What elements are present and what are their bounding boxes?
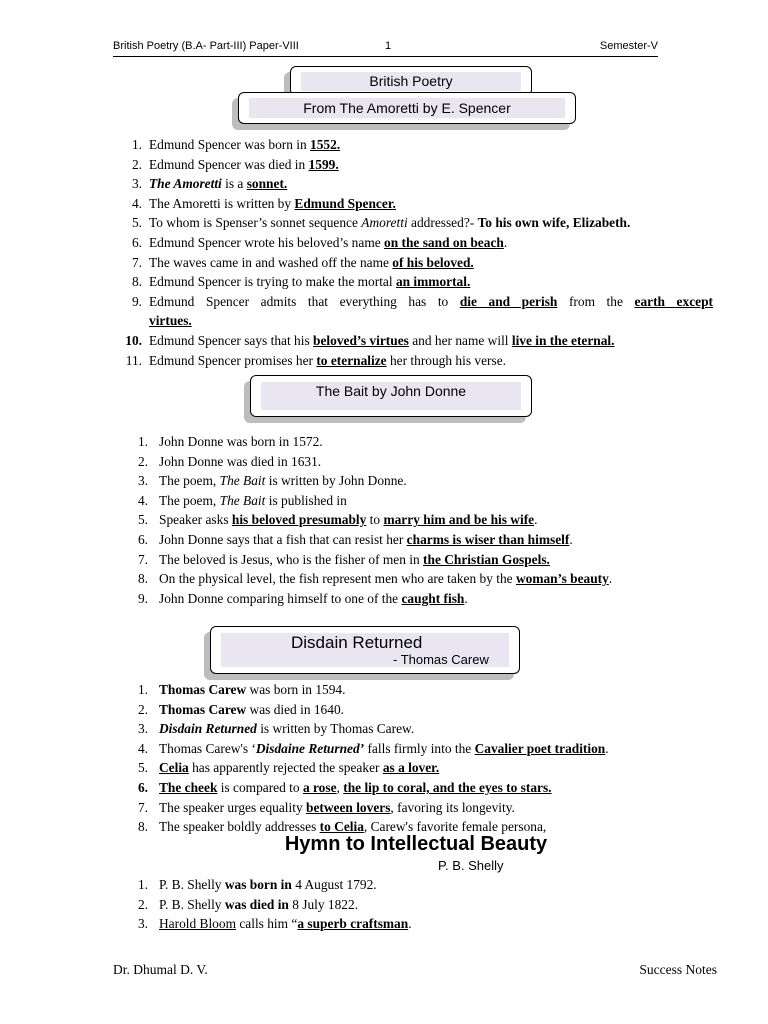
plain-text: John Donne says that a fish that can resist her (159, 531, 407, 547)
item-text (159, 778, 552, 798)
item-text (159, 719, 414, 739)
plain-text: Thomas Carew's ‘ (159, 740, 256, 756)
plain-text: The poem, (159, 473, 220, 489)
item-text (149, 331, 615, 351)
plain-text: . (605, 740, 609, 756)
key-answer: 1552. (310, 137, 341, 152)
item-text (159, 914, 412, 934)
key-answer: a rose (302, 779, 337, 795)
key-answer: earth except (634, 293, 713, 309)
item-number: 2. (137, 453, 148, 469)
key-answer: between lovers (306, 799, 391, 815)
plain-text: and her name will (408, 332, 512, 348)
plain-text: Edmund Spencer was born in (149, 137, 311, 152)
item-text (149, 174, 287, 194)
key-answer: caught fish (401, 590, 465, 606)
italic-text: Amoretti (361, 215, 408, 231)
plain-text: To whom is Spenser’s sonnet sequence (149, 215, 362, 231)
key-answer: to Celia (319, 819, 364, 835)
plain-text: is published in (265, 492, 347, 508)
key-answer: live in the eternal. (511, 332, 615, 348)
item-text (159, 471, 407, 491)
item-number: 8. (137, 571, 148, 587)
plain-text: Edmund Spencer says that his (149, 332, 314, 348)
key-answer: marry him and be his wife (383, 512, 535, 528)
item-text (159, 739, 609, 759)
plain-text: The speaker boldly addresses (159, 819, 320, 835)
title-box-bait (250, 375, 532, 417)
bold-text: Thomas Carew (159, 682, 247, 697)
key-answer: virtues. (149, 313, 192, 329)
item-number: 9. (137, 590, 148, 606)
plain-text: P. B. Shelly (159, 896, 225, 912)
item-text (159, 569, 612, 589)
semester-label: Semester-V (599, 40, 658, 52)
item-number: 3. (137, 473, 148, 489)
item-text (159, 432, 323, 452)
plain-text: is written by Thomas Carew. (256, 721, 415, 737)
key-answer: a superb craftsman (297, 916, 409, 932)
plain-text: to (366, 512, 384, 528)
plain-text: 8 July 1822. (288, 896, 359, 912)
key-answer: Edmund Spencer. (294, 195, 396, 211)
key-answer: sonnet. (246, 176, 288, 192)
key-answer: die and perish (459, 293, 558, 309)
item-number: 6. (131, 234, 142, 250)
plain-text: , (336, 779, 344, 795)
plain-text: P. B. Shelly (159, 877, 225, 892)
item-text (149, 194, 396, 214)
italic-text: The Bait (219, 492, 266, 508)
item-number: 7. (137, 551, 148, 567)
item-text (159, 452, 321, 472)
item-number: 1. (137, 682, 148, 697)
key-answer: of his beloved. (392, 254, 474, 270)
item-number: 5. (131, 215, 142, 231)
plain-text: has apparently rejected the speaker (188, 760, 383, 776)
key-answer: on the sand on beach (384, 234, 504, 250)
plain-text: . (608, 571, 613, 587)
item-text (149, 155, 339, 175)
item-number: 5. (137, 760, 148, 776)
plain-text: addressed?- (407, 215, 478, 231)
item-number: 4. (131, 195, 142, 211)
item-number: 3. (131, 176, 142, 192)
item-text (159, 700, 344, 720)
plain-text: The Amoretti is written by (149, 195, 295, 211)
item-number: 1. (131, 137, 142, 152)
item-text (159, 491, 347, 511)
plain-text: was born in 1594. (246, 682, 346, 697)
plain-text: John Donne was born in 1572. (159, 434, 323, 449)
plain-text: The speaker urges equality (159, 799, 306, 815)
plain-text: Edmund Spencer promises her (149, 352, 317, 368)
plain-text: falls firmly into the (364, 740, 475, 756)
disdain-author: - Thomas Carew (393, 652, 489, 667)
plain-text: The waves came in and washed off the name (149, 254, 393, 270)
key-answer: Harold Bloom (159, 916, 236, 932)
item-number: 1. (137, 877, 148, 892)
section-title: British Poetry (369, 73, 453, 89)
plain-text: On the physical level, the fish represent men who are taken by the (159, 571, 516, 587)
item-number: 8. (131, 274, 142, 290)
key-answer: Celia (159, 760, 189, 776)
plain-text: 4 August 1792. (291, 877, 377, 892)
item-number: 10. (125, 332, 142, 348)
bold-text: was died in (224, 896, 289, 912)
bait-heading: The Bait by John Donne (315, 383, 467, 399)
plain-text: Speaker asks (159, 512, 232, 528)
plain-text: Edmund Spencer was died in (149, 156, 309, 172)
item-number: 5. (137, 512, 148, 528)
item-number: 2. (131, 156, 142, 172)
key-answer: as a lover. (382, 760, 440, 776)
title-box-disdain (210, 626, 520, 674)
work-title: The Amoretti (149, 176, 222, 192)
item-number: 3. (137, 721, 148, 737)
hymn-title: Hymn to Intellectual Beauty (284, 833, 548, 855)
plain-text: is written by John Donne. (265, 473, 407, 489)
item-text (149, 272, 470, 292)
item-text (149, 213, 630, 233)
item-number: 2. (137, 701, 148, 717)
item-number: 1. (137, 434, 148, 449)
item-text (159, 875, 377, 895)
plain-text: , Carew's favorite female persona, (363, 819, 547, 835)
item-text (159, 798, 515, 818)
plain-text: from the (557, 293, 635, 309)
plain-text: John Donne was died in 1631. (159, 453, 322, 469)
item-text (159, 550, 550, 570)
bold-text: To his own wife, Elizabeth. (477, 215, 631, 231)
key-answer: the lip to coral, and the eyes to stars. (343, 779, 552, 795)
page-header (113, 40, 658, 57)
item-number: 6. (137, 531, 148, 547)
item-text (159, 758, 439, 778)
item-text (159, 680, 345, 700)
bold-text: was born in (224, 877, 292, 892)
item-text (159, 530, 573, 550)
key-answer: woman’s beauty (515, 571, 609, 587)
key-answer: to eternalize (316, 352, 387, 368)
item-text (149, 253, 474, 273)
plain-text: . (464, 590, 468, 606)
item-text (149, 135, 340, 155)
plain-text: calls him “ (236, 916, 298, 932)
key-answer: Cavalier poet tradition (474, 740, 606, 756)
key-answer: beloved’s virtues (313, 332, 409, 348)
item-number: 11. (125, 352, 142, 368)
page-number: 1 (385, 40, 392, 52)
amoretti-heading: From The Amoretti by E. Spencer (303, 100, 511, 116)
item-number: 8. (137, 819, 148, 835)
plain-text: Edmund Spencer wrote his beloved’s name (149, 234, 385, 250)
plain-text: . (503, 234, 508, 250)
plain-text: , favoring its longevity. (390, 799, 515, 815)
italic-text: The Bait (219, 473, 266, 489)
item-number: 6. (137, 779, 148, 795)
plain-text: John Donne comparing himself to one of the (159, 590, 402, 606)
item-text (149, 311, 192, 331)
item-number: 7. (137, 799, 148, 815)
plain-text: Edmund Spencer is trying to make the mortal (149, 274, 396, 290)
bold-text: Thomas Carew (159, 701, 247, 717)
course-title: British Poetry (B.A- Part-III) Paper-VIII (113, 40, 299, 52)
plain-text: is compared to (217, 779, 303, 795)
work-title: Disdaine Returned’ (255, 740, 365, 756)
plain-text: The poem, (159, 492, 220, 508)
plain-text: . (408, 916, 412, 932)
item-text (159, 895, 358, 915)
title-box-amoretti (238, 92, 576, 124)
item-number: 7. (131, 254, 142, 270)
plain-text: The beloved is Jesus, who is the fisher of men in (159, 551, 424, 567)
item-text (159, 589, 468, 609)
hymn-author: P. B. Shelly (438, 858, 504, 873)
item-text (149, 233, 507, 253)
item-text (159, 510, 537, 530)
item-number: 4. (137, 492, 148, 508)
plain-text: her through his verse. (386, 352, 506, 368)
footer-author: Dr. Dhumal D. V. (113, 962, 208, 977)
plain-text: was died in 1640. (246, 701, 344, 717)
key-answer: an immortal. (395, 274, 471, 290)
plain-text: . (569, 531, 573, 547)
key-answer: charms is wiser than himself (406, 531, 570, 547)
work-title: Disdain Returned (159, 721, 257, 737)
item-number: 2. (137, 896, 148, 912)
key-answer: The cheek (159, 779, 218, 795)
key-answer: his beloved presumably (231, 512, 367, 528)
item-number: 9. (131, 293, 142, 309)
item-text (149, 351, 506, 371)
item-number: 4. (137, 740, 148, 756)
plain-text: Edmund Spencer admits that everything has to (149, 293, 460, 309)
key-answer: 1599. (308, 156, 339, 172)
key-answer: the Christian Gospels. (423, 551, 550, 567)
plain-text: . (534, 512, 538, 528)
plain-text: is a (221, 176, 247, 192)
item-number: 3. (137, 916, 148, 932)
item-text (149, 292, 713, 312)
footer-label: Success Notes (639, 962, 717, 977)
disdain-heading: Disdain Returned (291, 633, 423, 652)
